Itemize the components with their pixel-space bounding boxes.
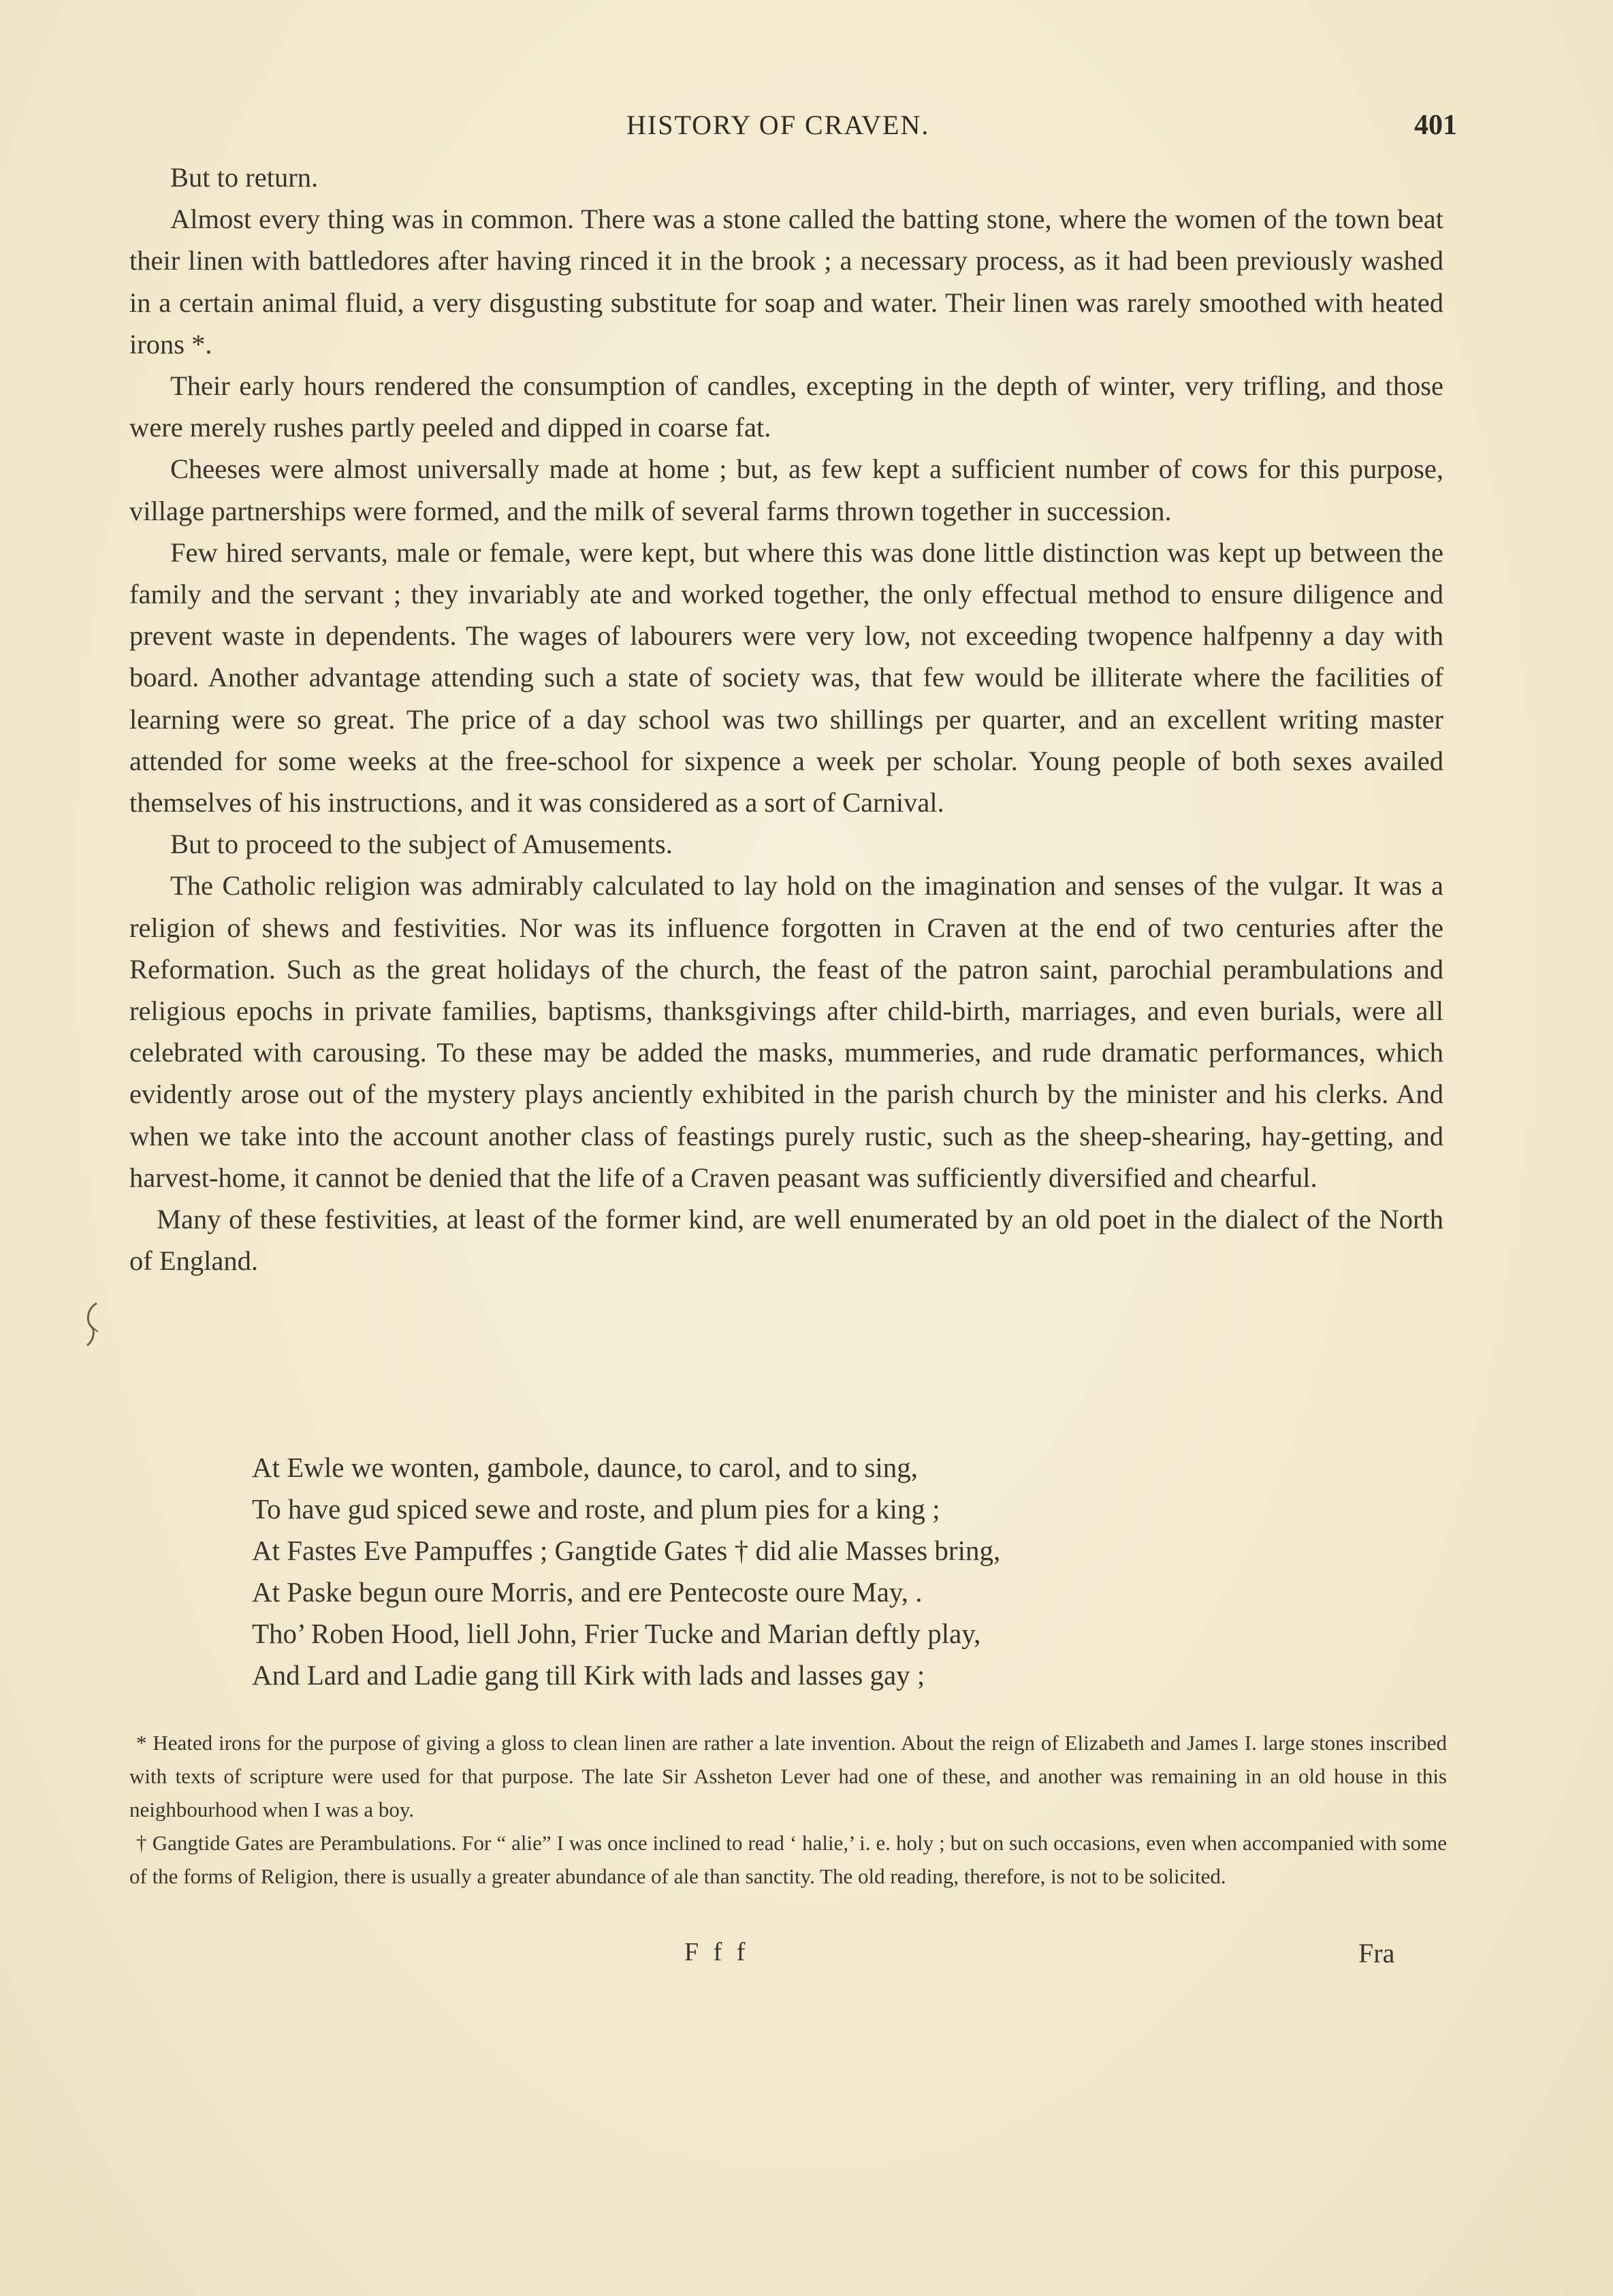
body-text [129, 157, 1443, 1281]
paragraph: Cheeses were almost universally made at home ; but, as few kept a sufficient number of cows for this purpose, village partnerships were formed, and the milk of several farms thrown together in succession. [129, 453, 1443, 526]
footnote: † Gangtide Gates are Perambulations. For “ alie” I was once inclined to read ‘ halie,’ i. e. holy ; but on such occasions, even when accompanied with some of the forms of Religion, there is usually a greater abundance of ale than sanctity. The old reading, therefore, is not to be solicited. [129, 1831, 1447, 1888]
paragraph: Almost every thing was in common. There was a stone called the batting stone, where the women of the town beat their linen with battledores after having rinced it in the brook ; a necessary process, as it had been previously washed in a certain animal fluid, a very disgusting substitute for soap and water. Their linen was rarely smoothed with heated irons *. [129, 204, 1443, 360]
poem-line: At Ewle we wonten, gambole, daunce, to carol, and to sing, [252, 1452, 919, 1483]
margin-annotation-icon [82, 1301, 102, 1348]
poem-line: Tho’ Roben Hood, liell John, Frier Tucke and Marian deftly play, [252, 1618, 981, 1649]
poem-line: And Lard and Ladie gang till Kirk with lads and lasses gay ; [252, 1659, 925, 1691]
running-title: HISTORY OF CRAVEN. [626, 110, 930, 140]
paragraph: Their early hours rendered the consumption of candles, excepting in the depth of winter, very trifling, and those were merely rushes partly peeled and dipped in coarse fat. [129, 370, 1443, 443]
poem-line: To have gud spiced sewe and roste, and plum pies for a king ; [252, 1493, 940, 1525]
paragraph: But to return. [170, 162, 319, 193]
poem-quotation [252, 1447, 1341, 1696]
footnotes [129, 1726, 1447, 1893]
page-number: 401 [1414, 110, 1457, 141]
paragraph: The Catholic religion was admirably calculated to lay hold on the imagination and senses of the vulgar. It was a religion of shews and festivities. Nor was its influence forgotten in Craven at the end of two centuries after the Reformation. Such as the great holidays of the church, the feast of the patron saint, parochial perambulations and religious epochs in private families, baptisms, thanksgivings after child-birth, marriages, and even burials, were all celebrated with carousing. To these may be added the masks, mummeries, and rude dramatic performances, which evidently arose out of the mystery plays anciently exhibited in the parish church by the minister and his clerks. And when we take into the account another class of feastings purely rustic, such as the sheep-shearing, hay-getting, and harvest-home, it cannot be denied that the life of a Craven peasant was sufficiently diversified and chearful. [129, 870, 1443, 1193]
poem-line: At Fastes Eve Pampuffes ; Gangtide Gates † did alie Masses bring, [252, 1535, 1001, 1566]
poem-line: At Paske begun oure Morris, and ere Pentecoste oure May, . [252, 1576, 923, 1608]
running-head [109, 109, 1457, 150]
paragraph: Many of these festivities, at least of the former kind, are well enumerated by an old poet in the dialect of the North of England. [129, 1204, 1443, 1277]
catchword: Fra [1358, 1938, 1395, 1968]
signature-mark: F f f [684, 1938, 750, 1966]
footnote: * Heated irons for the purpose of giving a gloss to clean linen are rather a late invention. About the reign of Elizabeth and James I. large stones inscribed with texts of scripture were used for that purpose. The late Sir Assheton Lever had one of these, and another was remaining in an old house in this neighbourhood when I was a boy. [129, 1731, 1447, 1821]
paragraph: Few hired servants, male or female, were kept, but where this was done little distinction was kept up between the family and the servant ; they invariably ate and worked together, the only effectual method to ensure diligence and prevent waste in dependents. The wages of labourers were very low, not exceeding twopence halfpenny a day with board. Another advantage attending such a state of society was, that few would be illiterate where the facilities of learning were so great. The price of a day school was two shillings per quarter, and an excellent writing master attended for some weeks at the free-school for sixpence a week per scholar. Young people of both sexes availed themselves of his instructions, and it was considered as a sort of Carnival. [129, 537, 1443, 818]
paragraph: But to proceed to the subject of Amusements. [170, 829, 673, 860]
